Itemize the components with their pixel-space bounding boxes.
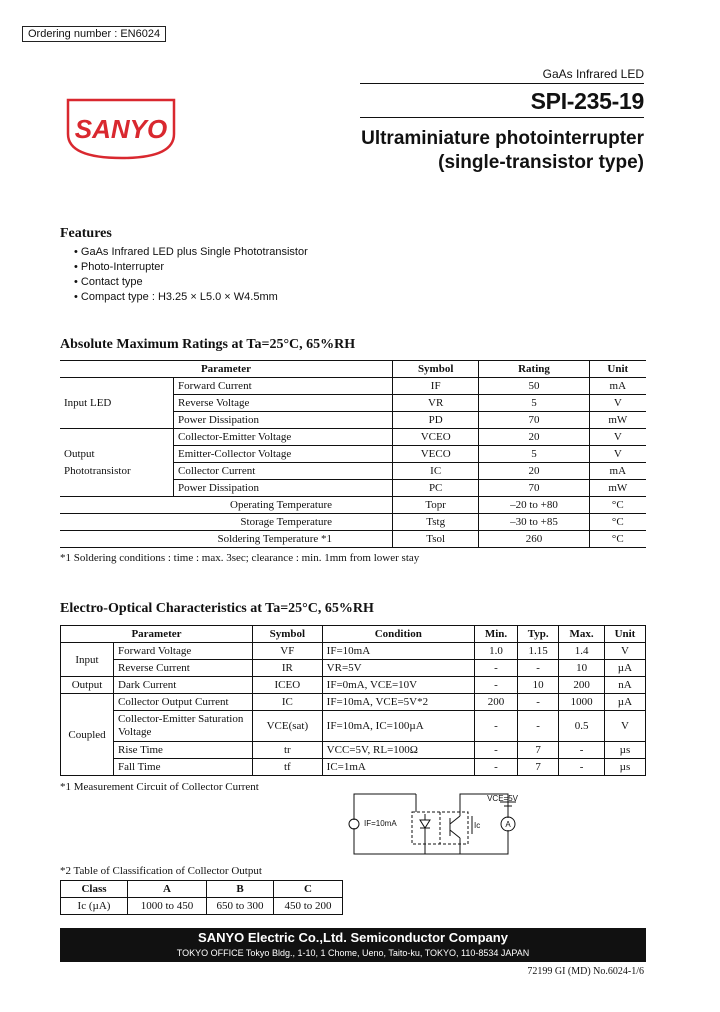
amr-group-output-line2: Phototransistor [64,464,131,477]
eo-unit: µA [604,694,645,711]
table-row [61,694,646,711]
amr-symbol: IF [393,378,479,395]
eo-cond: IF=0mA, VCE=10V [322,677,474,694]
eo-param: Dark Current [114,677,253,694]
amr-footnote: *1 Soldering conditions : time : max. 3sec; clearance : min. 1mm from lower stay [60,552,420,564]
table-row [61,898,343,915]
eo-unit: µA [604,660,645,677]
footer-band [60,928,646,962]
eo-max: 1.4 [559,643,605,660]
feature-item-3: • Contact type [74,276,143,288]
amr-group-output [60,429,174,497]
amr-col-rating: Rating [479,361,589,378]
amr-rating: 5 [479,446,589,463]
amr-param: Forward Current [174,378,393,395]
amr-group-input: Input LED [60,378,174,429]
amr-param: Soldering Temperature *1 [217,533,332,545]
class-col-c: C [274,881,343,898]
feature-item-1: • GaAs Infrared LED plus Single Phototransistor [74,246,308,258]
eo-symbol: tf [253,759,323,776]
current-source-icon [349,819,359,829]
eo-symbol: IC [253,694,323,711]
eo-min: 200 [474,694,517,711]
footer-company: SANYO Electric Co.,Ltd. Semiconductor Company [198,930,508,945]
table-row [60,514,646,531]
eo-min: - [474,711,517,742]
features-heading: Features [60,226,112,241]
amr-col-unit: Unit [589,361,646,378]
circuit-wire [354,828,508,854]
eo-min: - [474,660,517,677]
eo-min: - [474,742,517,759]
amr-symbol: Tsol [393,531,479,548]
amr-unit: V [589,395,646,412]
eo-col-symbol: Symbol [253,626,323,643]
if-label: IF=10mA [364,819,397,828]
class-col-label: Class [61,881,128,898]
eo-typ: 7 [518,742,559,759]
table-row [61,643,646,660]
eo-unit: V [604,711,645,742]
table-row [60,497,646,514]
eo-group-coupled: Coupled [61,694,114,776]
eo-param: Reverse Current [114,660,253,677]
ordering-number: Ordering number : EN6024 [22,26,166,42]
amr-rating: 260 [479,531,589,548]
footer-address: TOKYO OFFICE Tokyo Bldg., 1-10, 1 Chome, Ueno, Taito-ku, TOKYO, 110-8534 JAPAN [176,948,530,958]
eo-param: Collector-Emitter Saturation Voltage [114,711,253,742]
eo-max: 200 [559,677,605,694]
eo-max: - [559,759,605,776]
logo-wordmark: SANYO [74,114,168,144]
eo-symbol: IR [253,660,323,677]
amr-param: Storage Temperature [60,514,393,531]
table-row [60,531,646,548]
ic-label: Ic [474,821,481,830]
eo-col-parameter: Parameter [61,626,253,643]
amr-param: Emitter-Collector Voltage [174,446,393,463]
sanyo-logo [62,94,182,164]
eo-group-output: Output [61,677,114,694]
eo-table [60,625,646,776]
class-value-c: 450 to 200 [274,898,343,915]
category-label: GaAs Infrared LED [542,67,644,81]
eo-symbol: tr [253,742,323,759]
eo-cond: VCC=5V, RL=100Ω [322,742,474,759]
eo-header-row [61,626,646,643]
eo-typ: - [518,694,559,711]
amr-unit: °C [589,531,646,548]
class-row-label: Ic (µA) [61,898,128,915]
eo-min: - [474,759,517,776]
amr-param: Collector Current [174,463,393,480]
eo-footnote-1: *1 Measurement Circuit of Collector Current [60,781,259,793]
part-number: SPI-235-19 [530,88,644,114]
amr-param: Reverse Voltage [174,395,393,412]
amr-rating: 70 [479,412,589,429]
table-row [61,711,646,742]
eo-cond: VR=5V [322,660,474,677]
amr-rating: 5 [479,395,589,412]
amr-col-symbol: Symbol [393,361,479,378]
feature-item-4: • Compact type : H3.25 × L5.0 × W4.5mm [74,291,278,303]
amr-unit: mA [589,378,646,395]
eo-unit: nA [604,677,645,694]
eo-cond: IF=10mA, IC=100µA [322,711,474,742]
classification-table [60,880,343,915]
eo-col-typ: Typ. [518,626,559,643]
ammeter-label: A [505,820,511,829]
amr-symbol: PD [393,412,479,429]
amr-param: Operating Temperature [60,497,393,514]
transistor-emitter [450,830,460,838]
eo-max: - [559,742,605,759]
amr-symbol: PC [393,480,479,497]
amr-symbol: VR [393,395,479,412]
table-row [61,759,646,776]
eo-typ: 7 [518,759,559,776]
amr-param: Power Dissipation [174,480,393,497]
eo-typ: 1.15 [518,643,559,660]
amr-table [60,360,646,548]
eo-param: Forward Voltage [114,643,253,660]
header-rule-top [360,83,644,84]
circuit-wire [354,794,416,820]
eo-max: 0.5 [559,711,605,742]
eo-param: Rise Time [114,742,253,759]
amr-symbol: VECO [393,446,479,463]
amr-unit: V [589,446,646,463]
amr-rating: –20 to +80 [479,497,589,514]
amr-param: Collector-Emitter Voltage [174,429,393,446]
eo-unit: V [604,643,645,660]
eo-typ: 10 [518,677,559,694]
eo-cond: IF=10mA, VCE=5V*2 [322,694,474,711]
eo-col-condition: Condition [322,626,474,643]
amr-param: Power Dissipation [174,412,393,429]
eo-max: 10 [559,660,605,677]
amr-rating: 70 [479,480,589,497]
transistor-collector [450,816,460,824]
amr-symbol: VCEO [393,429,479,446]
eo-symbol: VCE(sat) [253,711,323,742]
amr-group-output-line1: Output [64,447,95,460]
eo-typ: - [518,660,559,677]
table-row [61,677,646,694]
led-diode-icon [420,820,430,828]
eo-min: - [474,677,517,694]
amr-header-row [60,361,646,378]
amr-symbol: IC [393,463,479,480]
eo-max: 1000 [559,694,605,711]
table-row [60,429,646,446]
amr-unit: V [589,429,646,446]
eo-footnote-2: *2 Table of Classification of Collector Output [60,865,262,877]
class-col-a: A [128,881,207,898]
table-row [61,660,646,677]
amr-rating: 50 [479,378,589,395]
amr-col-parameter: Parameter [60,361,393,378]
document-id: 72199 GI (MD) No.6024-1/6 [527,966,644,977]
eo-min: 1.0 [474,643,517,660]
amr-unit: mA [589,463,646,480]
eo-symbol: VF [253,643,323,660]
eo-col-min: Min. [474,626,517,643]
class-value-b: 650 to 300 [207,898,274,915]
measurement-circuit-diagram [340,790,530,860]
amr-rating: –30 to +85 [479,514,589,531]
eo-param: Fall Time [114,759,253,776]
table-row [60,378,646,395]
amr-unit: °C [589,497,646,514]
eo-cond: IC=1mA [322,759,474,776]
amr-rating: 20 [479,463,589,480]
amr-unit: mW [589,412,646,429]
amr-rating: 20 [479,429,589,446]
header-rule-bottom [360,117,644,118]
eo-col-max: Max. [559,626,605,643]
amr-symbol: Topr [393,497,479,514]
table-row [61,742,646,759]
eo-group-input: Input [61,643,114,677]
eo-unit: µs [604,759,645,776]
title-line-2: (single-transistor type) [438,152,644,173]
amr-unit: °C [589,514,646,531]
eo-unit: µs [604,742,645,759]
class-col-b: B [207,881,274,898]
classification-header-row [61,881,343,898]
feature-item-2: • Photo-Interrupter [74,261,165,273]
vce-label: VCE=5V [487,794,518,803]
eo-cond: IF=10mA [322,643,474,660]
eo-param: Collector Output Current [114,694,253,711]
eo-col-unit: Unit [604,626,645,643]
amr-heading: Absolute Maximum Ratings at Ta=25°C, 65%RH [60,337,356,352]
title-line-1: Ultraminiature photointerrupter [361,128,644,149]
amr-unit: mW [589,480,646,497]
class-value-a: 1000 to 450 [128,898,207,915]
eo-symbol: ICEO [253,677,323,694]
amr-symbol: Tstg [393,514,479,531]
eo-heading: Electro-Optical Characteristics at Ta=25°C, 65%RH [60,601,374,616]
eo-typ: - [518,711,559,742]
